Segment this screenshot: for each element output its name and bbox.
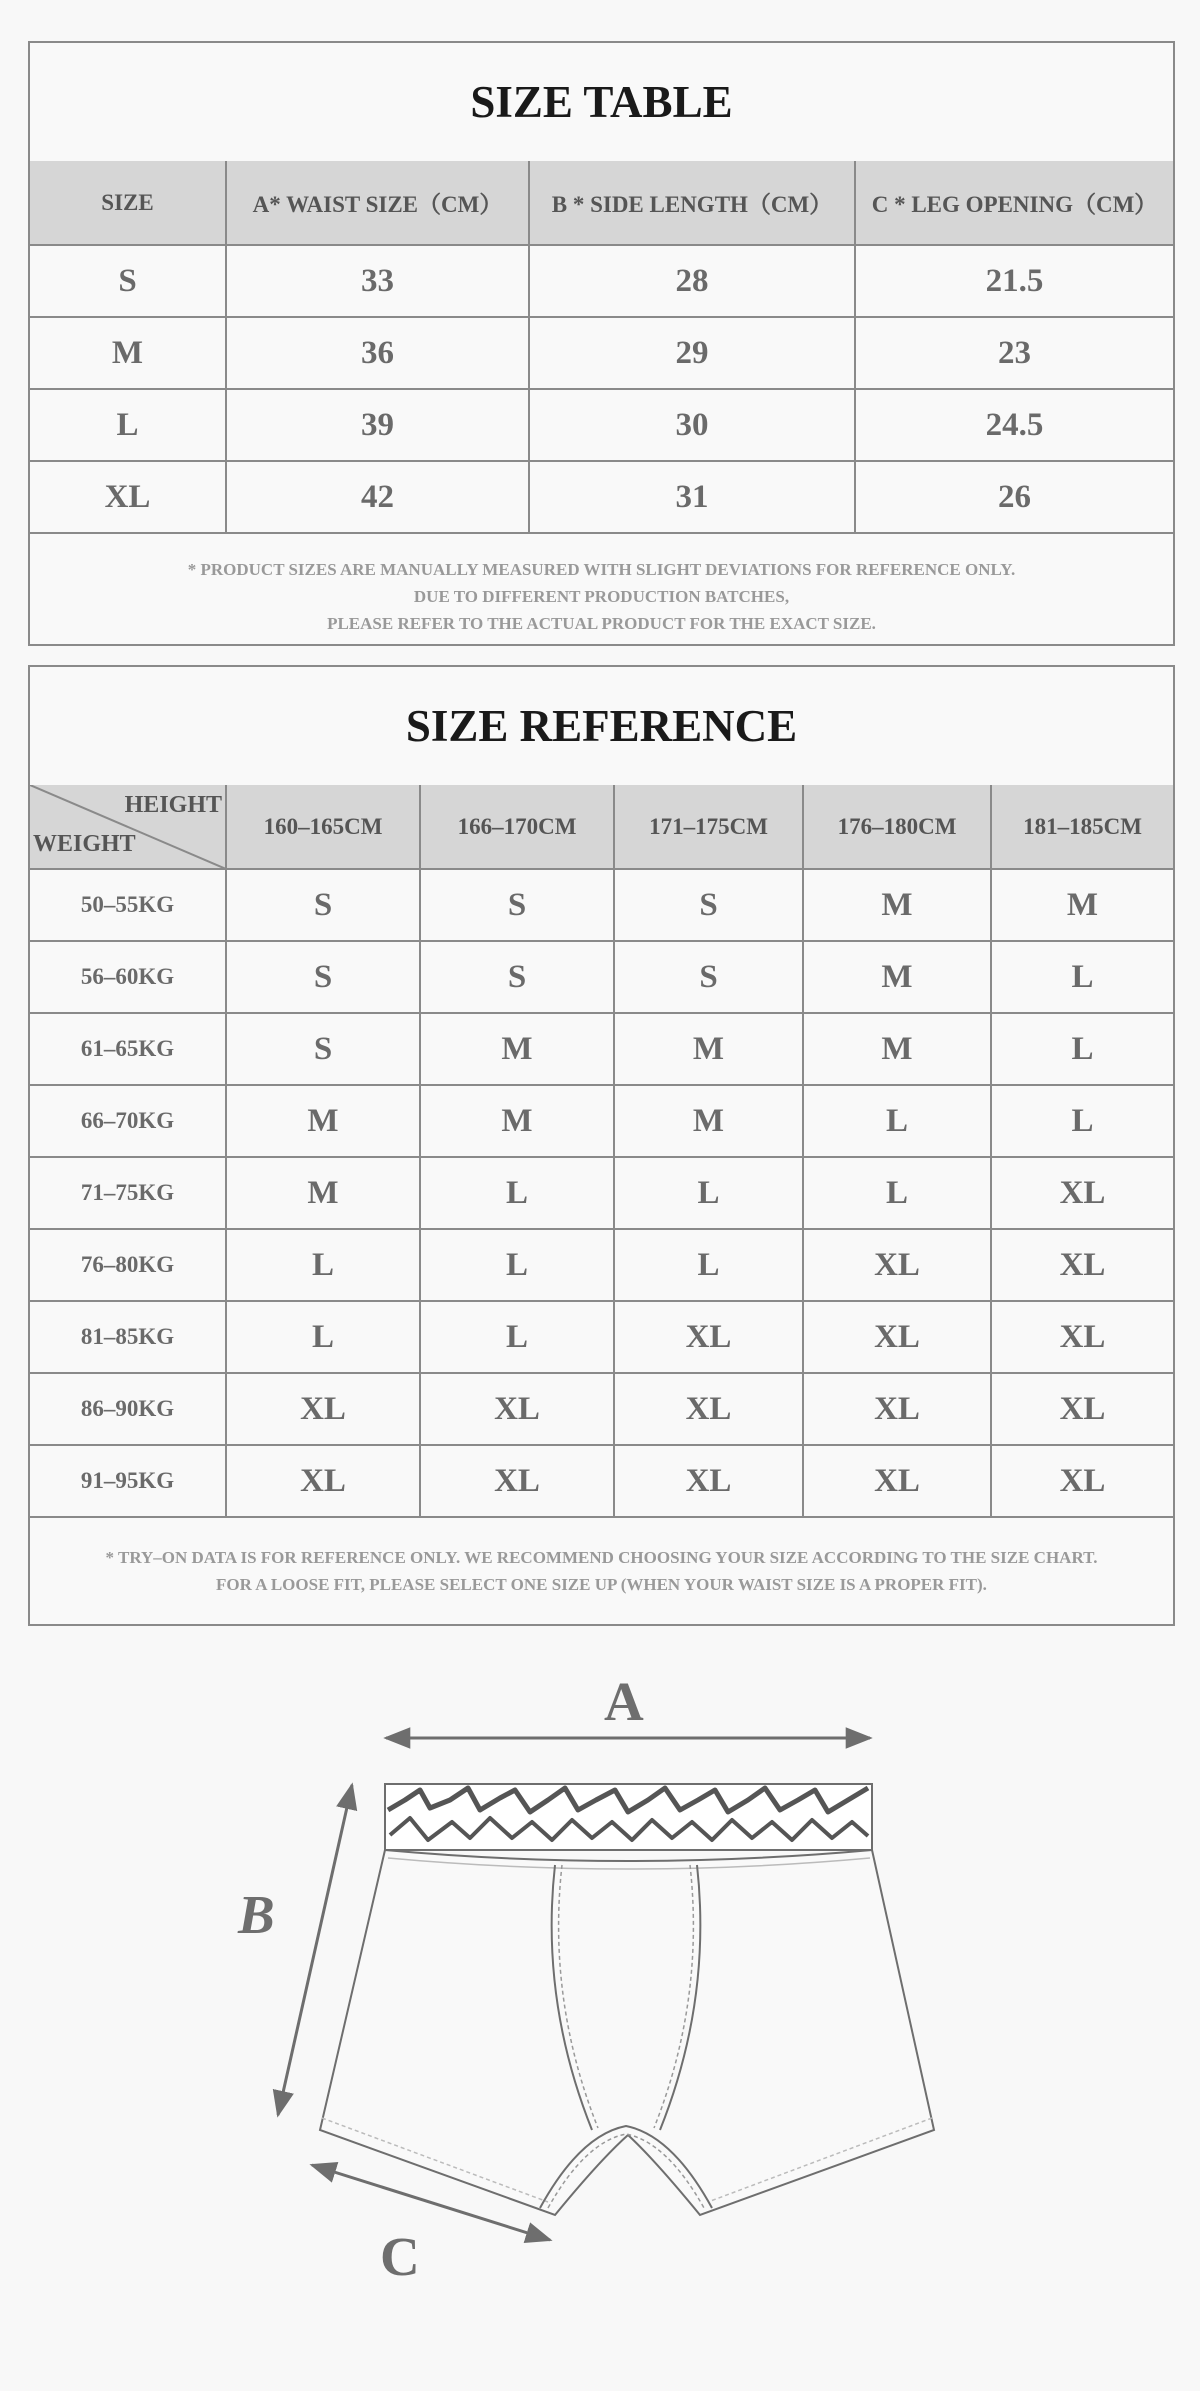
recommended-size-cell: XL bbox=[991, 1373, 1173, 1445]
boxer-brief-illustration bbox=[0, 1640, 1200, 2340]
leg-opening-cell: 24.5 bbox=[855, 389, 1173, 461]
recommended-size-cell: M bbox=[991, 869, 1173, 941]
recommended-size-cell: L bbox=[226, 1301, 420, 1373]
size-table-note bbox=[30, 534, 1173, 637]
recommended-size-cell: XL bbox=[991, 1157, 1173, 1229]
header-side-length: B * SIDE LENGTH（CM） bbox=[529, 161, 855, 245]
recommended-size-cell: XL bbox=[803, 1373, 991, 1445]
note-line: * TRY–ON DATA IS FOR REFERENCE ONLY. WE RECOMMEND CHOOSING YOUR SIZE ACCORDING TO THE SIZE CHART. bbox=[105, 1548, 1098, 1567]
size-table-title: SIZE TABLE bbox=[470, 77, 733, 127]
weight-cell: 66–70KG bbox=[30, 1085, 226, 1157]
measurement-diagram bbox=[0, 1640, 1200, 2340]
recommended-size-cell: S bbox=[614, 869, 803, 941]
recommended-size-cell: XL bbox=[614, 1373, 803, 1445]
size-cell: XL bbox=[30, 461, 226, 533]
recommended-size-cell: M bbox=[420, 1085, 614, 1157]
recommended-size-cell: L bbox=[420, 1229, 614, 1301]
height-header: 160–165CM bbox=[226, 785, 420, 869]
size-cell: L bbox=[30, 389, 226, 461]
weight-cell: 91–95KG bbox=[30, 1445, 226, 1517]
table-row bbox=[30, 461, 1173, 533]
recommended-size-cell: M bbox=[226, 1157, 420, 1229]
size-reference-table bbox=[30, 785, 1173, 1518]
recommended-size-cell: XL bbox=[991, 1301, 1173, 1373]
recommended-size-cell: L bbox=[803, 1157, 991, 1229]
note-line: DUE TO DIFFERENT PRODUCTION BATCHES, bbox=[413, 587, 790, 606]
recommended-size-cell: L bbox=[991, 1013, 1173, 1085]
header-leg-opening: C * LEG OPENING（CM） bbox=[855, 161, 1173, 245]
recommended-size-cell: L bbox=[614, 1229, 803, 1301]
recommended-size-cell: S bbox=[226, 869, 420, 941]
recommended-size-cell: L bbox=[226, 1229, 420, 1301]
table-row bbox=[30, 941, 1173, 1013]
table-row bbox=[30, 1229, 1173, 1301]
note-line: FOR A LOOSE FIT, PLEASE SELECT ONE SIZE UP (WHEN YOUR WAIST SIZE IS A PROPER FIT). bbox=[216, 1575, 987, 1594]
table-row bbox=[30, 1445, 1173, 1517]
size-reference-note bbox=[30, 1518, 1173, 1598]
table-row bbox=[30, 1013, 1173, 1085]
note-line: PLEASE REFER TO THE ACTUAL PRODUCT FOR THE EXACT SIZE. bbox=[327, 614, 876, 633]
brief-body bbox=[320, 1850, 934, 2215]
weight-cell: 50–55KG bbox=[30, 869, 226, 941]
recommended-size-cell: XL bbox=[803, 1445, 991, 1517]
height-header: 176–180CM bbox=[803, 785, 991, 869]
recommended-size-cell: L bbox=[991, 941, 1173, 1013]
side-length-cell: 28 bbox=[529, 245, 855, 317]
weight-cell: 56–60KG bbox=[30, 941, 226, 1013]
recommended-size-cell: XL bbox=[991, 1229, 1173, 1301]
table-row bbox=[30, 1085, 1173, 1157]
size-table bbox=[30, 161, 1173, 534]
recommended-size-cell: M bbox=[803, 941, 991, 1013]
weight-cell: 76–80KG bbox=[30, 1229, 226, 1301]
size-reference-body bbox=[30, 869, 1173, 1517]
weight-cell: 86–90KG bbox=[30, 1373, 226, 1445]
recommended-size-cell: L bbox=[614, 1157, 803, 1229]
recommended-size-cell: M bbox=[614, 1013, 803, 1085]
weight-cell: 81–85KG bbox=[30, 1301, 226, 1373]
recommended-size-cell: XL bbox=[803, 1301, 991, 1373]
label-b: B bbox=[238, 1884, 275, 1945]
recommended-size-cell: S bbox=[226, 941, 420, 1013]
recommended-size-cell: S bbox=[420, 941, 614, 1013]
table-row bbox=[30, 1301, 1173, 1373]
recommended-size-cell: L bbox=[420, 1157, 614, 1229]
recommended-size-cell: S bbox=[420, 869, 614, 941]
recommended-size-cell: S bbox=[614, 941, 803, 1013]
weight-cell: 71–75KG bbox=[30, 1157, 226, 1229]
size-table-panel bbox=[28, 41, 1175, 646]
height-header: 171–175CM bbox=[614, 785, 803, 869]
recommended-size-cell: L bbox=[991, 1085, 1173, 1157]
waist-cell: 36 bbox=[226, 317, 529, 389]
height-weight-corner bbox=[30, 785, 226, 869]
leg-opening-cell: 26 bbox=[855, 461, 1173, 533]
recommended-size-cell: M bbox=[803, 869, 991, 941]
recommended-size-cell: M bbox=[226, 1085, 420, 1157]
header-waist: A* WAIST SIZE（CM） bbox=[226, 161, 529, 245]
label-a: A bbox=[604, 1671, 644, 1732]
height-header: 181–185CM bbox=[991, 785, 1173, 869]
label-c: C bbox=[380, 2226, 420, 2287]
side-length-cell: 31 bbox=[529, 461, 855, 533]
recommended-size-cell: L bbox=[420, 1301, 614, 1373]
note-line: * PRODUCT SIZES ARE MANUALLY MEASURED WITH SLIGHT DEVIATIONS FOR REFERENCE ONLY. bbox=[187, 560, 1016, 579]
height-header: 166–170CM bbox=[420, 785, 614, 869]
table-row bbox=[30, 869, 1173, 941]
size-cell: S bbox=[30, 245, 226, 317]
corner-height-label: HEIGHT bbox=[124, 792, 222, 818]
recommended-size-cell: XL bbox=[803, 1229, 991, 1301]
table-row bbox=[30, 1373, 1173, 1445]
recommended-size-cell: XL bbox=[420, 1373, 614, 1445]
size-reference-panel bbox=[28, 665, 1175, 1626]
table-row bbox=[30, 389, 1173, 461]
waist-cell: 33 bbox=[226, 245, 529, 317]
size-table-header-row bbox=[30, 161, 1173, 245]
table-row bbox=[30, 317, 1173, 389]
size-cell: M bbox=[30, 317, 226, 389]
recommended-size-cell: XL bbox=[226, 1373, 420, 1445]
table-row bbox=[30, 245, 1173, 317]
recommended-size-cell: M bbox=[420, 1013, 614, 1085]
recommended-size-cell: XL bbox=[420, 1445, 614, 1517]
recommended-size-cell: XL bbox=[226, 1445, 420, 1517]
recommended-size-cell: XL bbox=[614, 1445, 803, 1517]
side-length-cell: 30 bbox=[529, 389, 855, 461]
corner-weight-label: WEIGHT bbox=[33, 831, 136, 857]
size-reference-header-row bbox=[30, 785, 1173, 869]
recommended-size-cell: XL bbox=[991, 1445, 1173, 1517]
table-row bbox=[30, 1157, 1173, 1229]
header-size: SIZE bbox=[30, 161, 226, 245]
waistband bbox=[385, 1784, 872, 1850]
side-length-cell: 29 bbox=[529, 317, 855, 389]
recommended-size-cell: S bbox=[226, 1013, 420, 1085]
recommended-size-cell: L bbox=[803, 1085, 991, 1157]
size-reference-title: SIZE REFERENCE bbox=[405, 701, 798, 751]
waist-cell: 39 bbox=[226, 389, 529, 461]
weight-cell: 61–65KG bbox=[30, 1013, 226, 1085]
recommended-size-cell: M bbox=[614, 1085, 803, 1157]
recommended-size-cell: M bbox=[803, 1013, 991, 1085]
leg-opening-cell: 21.5 bbox=[855, 245, 1173, 317]
waist-cell: 42 bbox=[226, 461, 529, 533]
leg-opening-cell: 23 bbox=[855, 317, 1173, 389]
recommended-size-cell: XL bbox=[614, 1301, 803, 1373]
